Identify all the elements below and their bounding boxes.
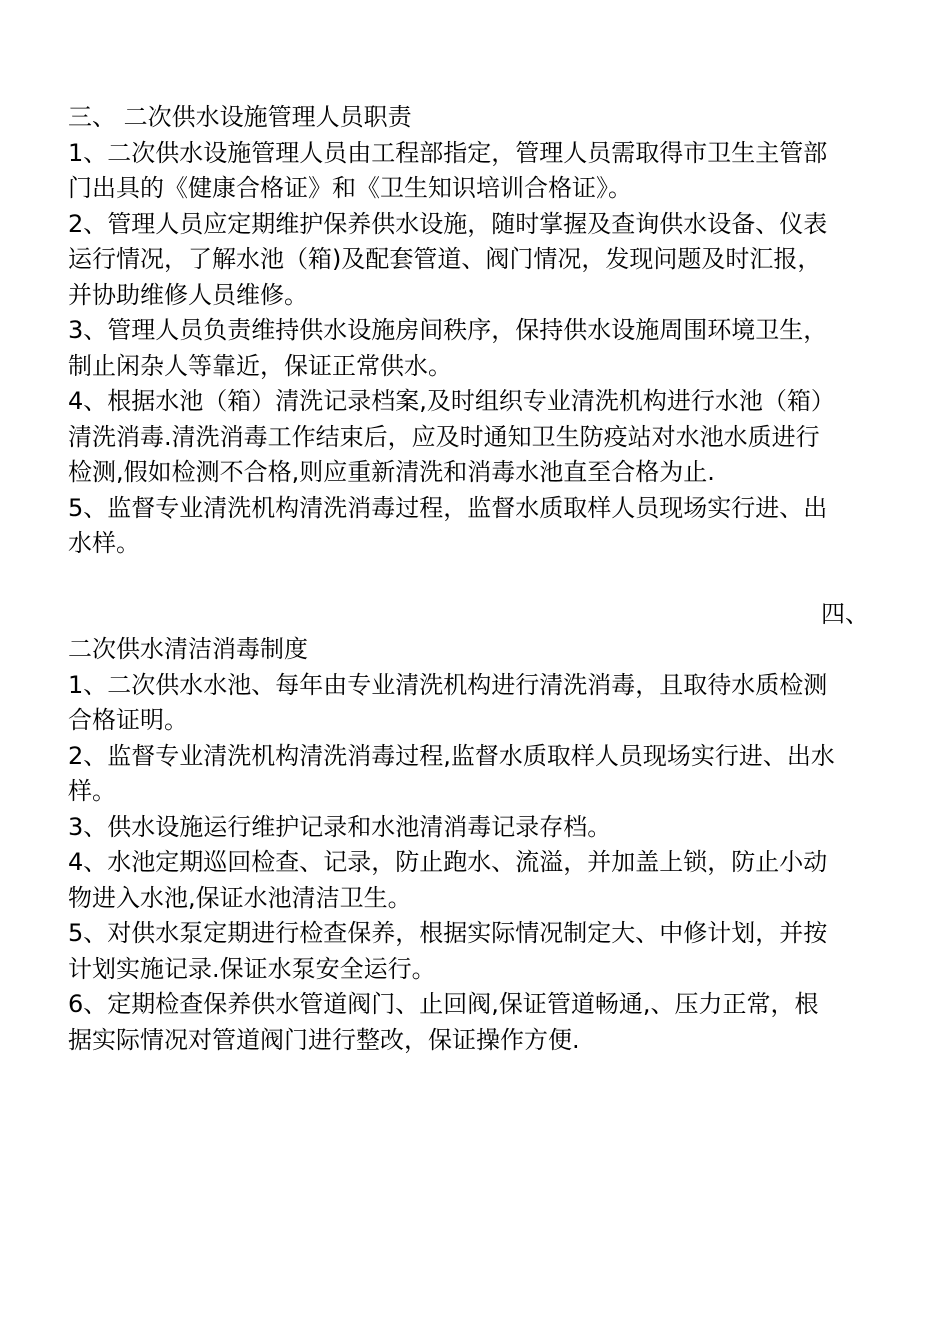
section-4-number: 四、 [821, 599, 869, 628]
section-3-line: 4、根据水池（箱）清洗记录档案,及时组织专业清洗机构进行水池（箱） [68, 387, 835, 415]
section-3-heading: 三、 二次供水设施管理人员职责 [68, 103, 412, 131]
document-page [68, 100, 883, 1058]
section-3-line: 1、二次供水设施管理人员由工程部指定，管理人员需取得市卫生主管部 [68, 138, 828, 167]
section-4-line: 物进入水池,保证水池清洁卫生。 [68, 883, 412, 912]
section-4-line: 据实际情况对管道阀门进行整改，保证操作方便. [68, 1025, 580, 1054]
section-4-line: 2、监督专业清洗机构清洗消毒过程,监督水质取样人员现场实行进、出水 [68, 741, 835, 770]
section-4-body [68, 668, 883, 1059]
section-4-line: 3、供水设施运行维护记录和水池清消毒记录存档。 [68, 812, 612, 841]
section-4-line: 1、二次供水水池、每年由专业清洗机构进行清洗消毒，且取待水质检测 [68, 670, 828, 699]
section-3-line: 3、管理人员负责维持供水设施房间秩序，保持供水设施周围环境卫生， [68, 316, 828, 344]
section-3-line: 门出具的《健康合格证》和《卫生知识培训合格证》。 [68, 174, 632, 202]
section-4-line: 5、对供水泵定期进行检查保养，根据实际情况制定大、中修计划，并按 [68, 919, 828, 947]
section-3-line: 并协助维修人员维修。 [68, 280, 308, 309]
section-3-line: 运行情况，了解水池（箱)及配套管道、阀门情况，发现问题及时汇报， [68, 245, 822, 273]
section-4-heading: 二次供水清洁消毒制度 [68, 635, 308, 663]
section-4-line: 计划实施记录.保证水泵安全运行。 [68, 954, 436, 983]
section-4-line: 4、水池定期巡回检查、记录，防止跑水、流溢，并加盖上锁，防止小动 [68, 848, 828, 876]
section-3-line: 检测,假如检测不合格,则应重新清洗和消毒水池直至合格为止. [68, 458, 715, 486]
section-3-line: 水样。 [68, 529, 140, 557]
section-4-line: 6、定期检查保养供水管道阀门、止回阀,保证管道畅通,、压力正常，根 [68, 990, 819, 1018]
section-gap [68, 562, 883, 597]
section-3-body [68, 136, 883, 562]
section-4-line: 样。 [68, 777, 116, 805]
section-3-line: 2、管理人员应定期维护保养供水设施，随时掌握及查询供水设备、仪表 [68, 209, 828, 238]
section-4-line: 合格证明。 [68, 706, 188, 734]
section-3-line: 清洗消毒.清洗消毒工作结束后，应及时通知卫生防疫站对水池水质进行 [68, 422, 820, 451]
section-3-line: 制止闲杂人等靠近，保证正常供水。 [68, 351, 452, 380]
section-3-line: 5、监督专业清洗机构清洗消毒过程，监督水质取样人员现场实行进、出 [68, 493, 828, 522]
